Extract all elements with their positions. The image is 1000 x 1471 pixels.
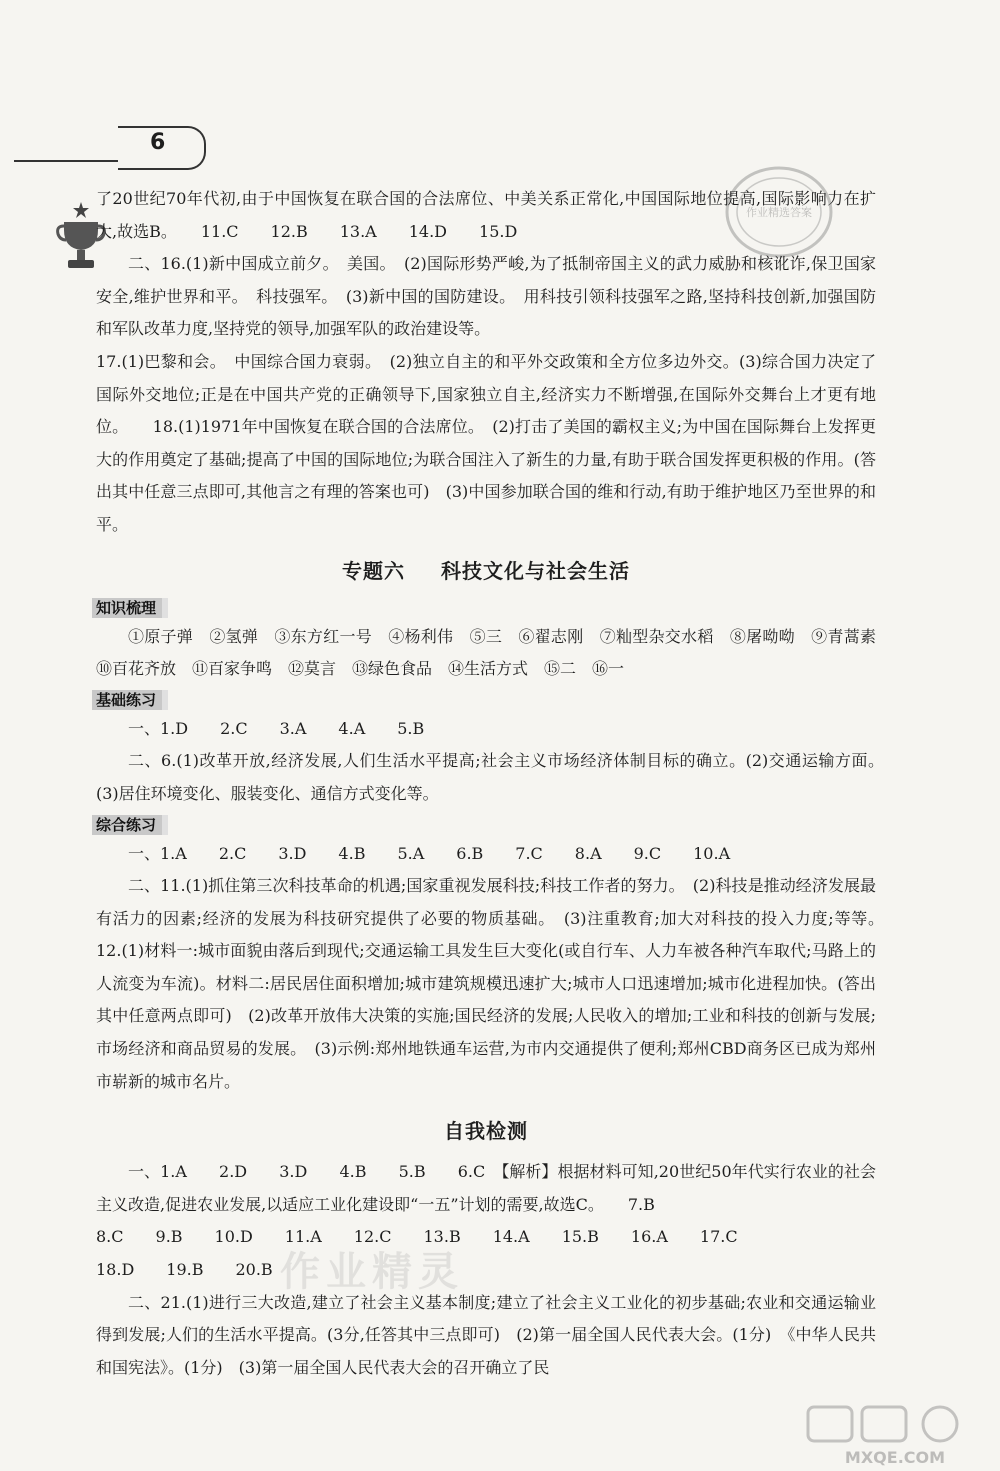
comprehensive-q11-12: 二、11.(1)抓住第三次科技革命的机遇;国家重视发展科技;科技工作者的努力。 (2)科技是推动经济发展最有活力的因素;经济的发展为科技研究提供了必要的物质基础。 (3)注重教育;加大对科技的投入力度;等等。 12.(1)材料一:城市面貌由落后到现代;交通运输工具发生巨大变化(或自行车、人力车被各种汽车取代;马路上的人流变为车流)。材料二:居民居住面积增加;城市建筑规模迅速扩大;城市人口迅速增加;城市化进程加快。(答出其中任意两点即可) (2)改革开放伟大决策的实施;国民经济的发展;人民收入的增加;工业和科技的创新与发展;市场经济和商品贸易的发展。 (3)示例:郑州地铁通车运营,为市内交通提供了便利;郑州CBD商务区已成为郑州市崭新的城市名片。	[96, 876, 909, 1091]
knowledge-answers: ①原子弹 ②氢弹 ③东方红一号 ④杨利伟 ⑤三 ⑥翟志刚 ⑦籼型杂交水稻 ⑧屠呦呦 ⑨青蒿素 ⑩百花齐放 ⑪百家争鸣 ⑫莫言 ⑬绿色食品 ⑭生活方式 ⑮二 ⑯一	[96, 626, 893, 679]
tag-comprehensive: 综合练习	[92, 815, 168, 835]
self-check-line1: 一、1.A 2.D 3.D 4.B 5.B 6.C 【解析】根据材料可知,20世纪50年代实行农业的社会主义改造,促进农业发展,以适应工业化建设即“一五”计划的需要,故选C。 7.B	[96, 1162, 876, 1214]
self-check-line2: 8.C 9.B 10.D 11.A 12.C 13.B 14.A 15.B 16.A 17.C	[96, 1227, 738, 1247]
comprehensive-choice-answers: 一、1.A 2.C 3.D 4.B 5.A 6.B 7.C 8.A 9.C 10.A	[128, 843, 731, 863]
self-check-q21: 二、21.(1)进行三大改造,建立了社会主义基本制度;建立了社会主义工业化的初步基础;农业和交通运输业得到发展;人们的生活水平提高。(3分,任答其中三点即可) (2)第一届全国人民代表大会。(1分) 《中华人民共和国宪法》。(1分) (3)第一届全国人民代表大会的召开确立了民	[96, 1292, 876, 1377]
page-number: 6	[150, 130, 166, 155]
basic-q6: 二、6.(1)改革开放,经济发展,人们生活水平提高;社会主义市场经济体制目标的确立。(2)交通运输方面。 (3)居住环境变化、服装变化、通信方式变化等。	[96, 751, 893, 803]
logo-watermark	[800, 1405, 990, 1467]
paragraph-q17-18: 17.(1)巴黎和会。 中国综合国力衰弱。 (2)独立自主的和平外交政策和全方位多边外交。(3)综合国力决定了国际外交地位;正是在中国共产党的正确领导下,国家独立自主,经济实力不断增强,在国际外交舞台上才更有地位。 18.(1)1971年中国恢复在联合国的合法席位。 (2)打击了美国的霸权主义;为中国在国际舞台上发挥更大的作用奠定了基础;提高了中国的国际地位;为联合国注入了新生的力量,有助于联合国发挥更积极的作用。(答出其中任意三点即可,其他言之有理的答案也可) (3)中国参加联合国的维和行动,有助于维护地区乃至世界的和平。	[96, 351, 876, 534]
logo-graphic	[800, 1405, 990, 1467]
answer-content	[96, 183, 909, 1384]
section-title	[96, 556, 876, 586]
tag-basic: 基础练习	[92, 690, 168, 710]
paragraph-q16: 二、16.(1)新中国成立前夕。 美国。 (2)国际形势严峻,为了抵制帝国主义的武力威胁和核讹诈,保卫国家安全,维护世界和平。 科技强军。 (3)新中国的国防建设。 用科技引领科技强军之路,坚持科技创新,加强国防和军队改革力度,坚持党的领导,加强军队的政治建设等。	[96, 254, 876, 339]
center-watermark: 作业精灵	[280, 1249, 464, 1295]
section-number: 专题六	[342, 558, 405, 583]
self-check-line3: 18.D 19.B 20.B	[96, 1260, 273, 1280]
basic-choice-answers: 一、1.D 2.C 3.A 4.A 5.B	[128, 718, 425, 738]
paragraph-continuation: 了20世纪70年代初,由于中国恢复在联合国的合法席位、中美关系正常化,中国国际地位提高,国际影响力在扩大,故选B。 11.C 12.B 13.A 14.D 15.D	[96, 189, 876, 241]
section-name: 科技文化与社会生活	[441, 558, 630, 583]
logo-text: MXQE.COM	[844, 1448, 946, 1467]
self-check-title: 自我检测	[444, 1119, 528, 1144]
stamp-text: 作业精选答案	[746, 206, 812, 219]
tag-knowledge: 知识梳理	[92, 598, 168, 618]
